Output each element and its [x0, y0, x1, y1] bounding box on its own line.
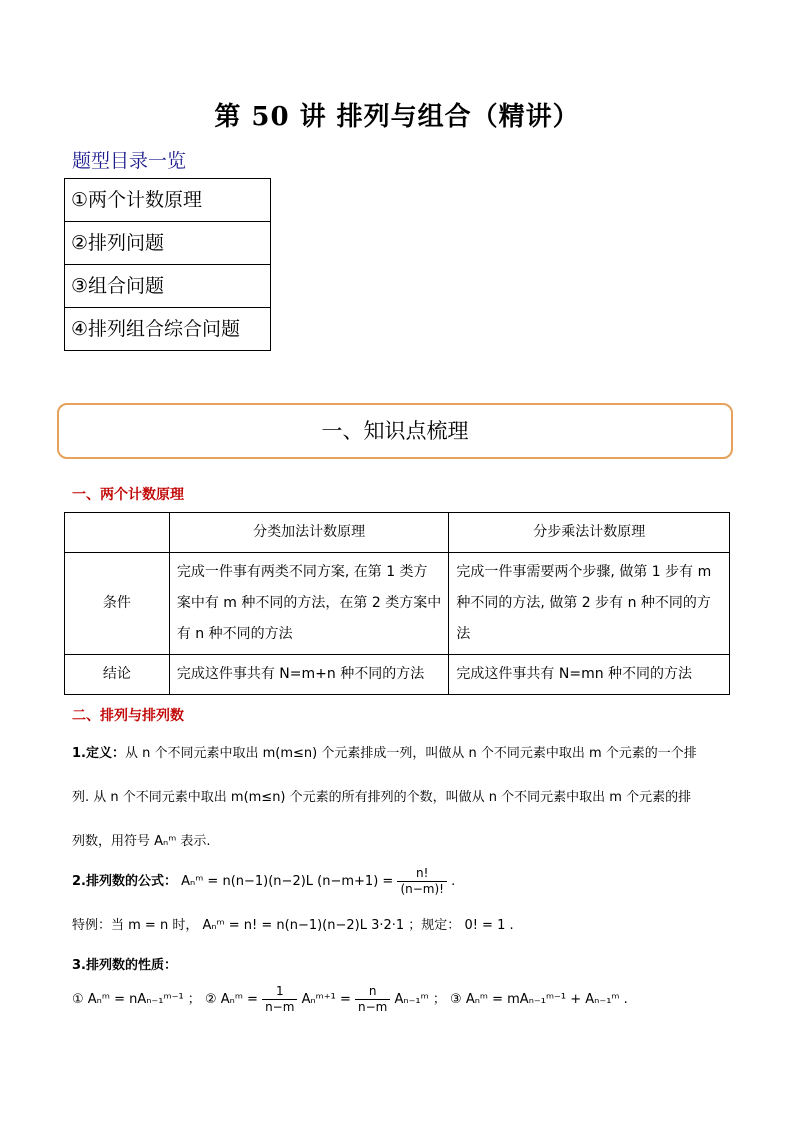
definition-label: 1.定义： [72, 746, 125, 761]
section-banner: 一、知识点梳理 [57, 403, 733, 459]
property-2-frac2-num: n [355, 984, 390, 1000]
col-header-mul: 分步乘法计数原理 [449, 513, 730, 553]
formula-label: 2.排列数的公式： [72, 874, 177, 889]
mul-conclusion-cell: 完成这件事共有 N=mn 种不同的方法 [449, 655, 730, 695]
catalog-item: ②排列问题 [65, 222, 271, 265]
definition-line-3: 列数，用符号 Aₙᵐ 表示. [72, 834, 211, 849]
property-2-frac1-den: n−m [265, 1000, 295, 1014]
property-2-frac1-num: 1 [262, 984, 297, 1000]
formula-fraction [397, 866, 447, 897]
property-2-post: Aₙ₋₁ᵐ ； [394, 992, 446, 1007]
property-2-fraction-1 [262, 984, 297, 1015]
add-condition-cell: 完成一件事有两类不同方案, 在第 1 类方案中有 m 种不同的方法，在第 2 类方案中有 n 种不同的方法 [169, 553, 449, 655]
row-header-condition: 条件 [65, 553, 170, 655]
formula-numerator: n! [397, 866, 447, 882]
definition-line-2: 列. 从 n 个不同元素中取出 m(m≤n) 个元素的所有排列的个数，叫做从 n 个不同元素中取出 m 个元素的排 [72, 790, 692, 805]
formula-denominator: (n−m)! [400, 882, 444, 896]
col-header-add: 分类加法计数原理 [169, 513, 449, 553]
row-header-conclusion: 结论 [65, 655, 170, 695]
property-2-mid: Aₙᵐ⁺¹ = [301, 992, 351, 1007]
property-3: ③ Aₙᵐ = mAₙ₋₁ᵐ⁻¹ + Aₙ₋₁ᵐ . [450, 992, 628, 1007]
special-case-line: 特例：当 m = n 时， Aₙᵐ = n! = n(n−1)(n−2)L 3·2·1 ；规定： 0! = 1 . [72, 918, 514, 933]
catalog-item: ①两个计数原理 [65, 179, 271, 222]
formula-body: Aₙᵐ = n(n−1)(n−2)L (n−m+1) = [181, 874, 394, 889]
counting-principles-table [64, 512, 730, 695]
catalog-item: ③组合问题 [65, 265, 271, 308]
property-2-fraction-2 [355, 984, 390, 1015]
add-conclusion-cell: 完成这件事共有 N=m+n 种不同的方法 [169, 655, 449, 695]
catalog-table [64, 178, 271, 351]
definition-line-1 [72, 742, 697, 761]
property-1: ① Aₙᵐ = nAₙ₋₁ᵐ⁻¹ ； [72, 992, 201, 1007]
definition-text-1: 从 n 个不同元素中取出 m(m≤n) 个元素排成一列，叫做从 n 个不同元素中取出 m 个元素的一个排 [124, 746, 697, 761]
catalog-item: ④排列组合综合问题 [65, 308, 271, 351]
table-corner-cell [65, 513, 170, 553]
property-2-frac2-den: n−m [358, 1000, 388, 1014]
property-2-pre: ② Aₙᵐ = [204, 992, 258, 1007]
page-title: 第 50 讲 排列与组合（精讲） [214, 102, 580, 132]
properties-heading-line [72, 954, 177, 973]
catalog-heading: 题型目录一览 [72, 150, 187, 172]
part2-heading: 二、排列与排列数 [72, 708, 184, 724]
part1-heading: 一、两个计数原理 [72, 487, 184, 503]
properties-label: 3.排列数的性质： [72, 958, 177, 973]
properties-line [72, 984, 628, 1015]
formula-line: 2.排列数的公式： Aₙᵐ = n(n−1)(n−2)L (n−m+1) = $\frac{n!}{(n-m)!}$ . [72, 866, 456, 896]
mul-condition-cell: 完成一件事需要两个步骤, 做第 1 步有 m 种不同的方法, 做第 2 步有 n 种不同的方法 [449, 553, 730, 655]
